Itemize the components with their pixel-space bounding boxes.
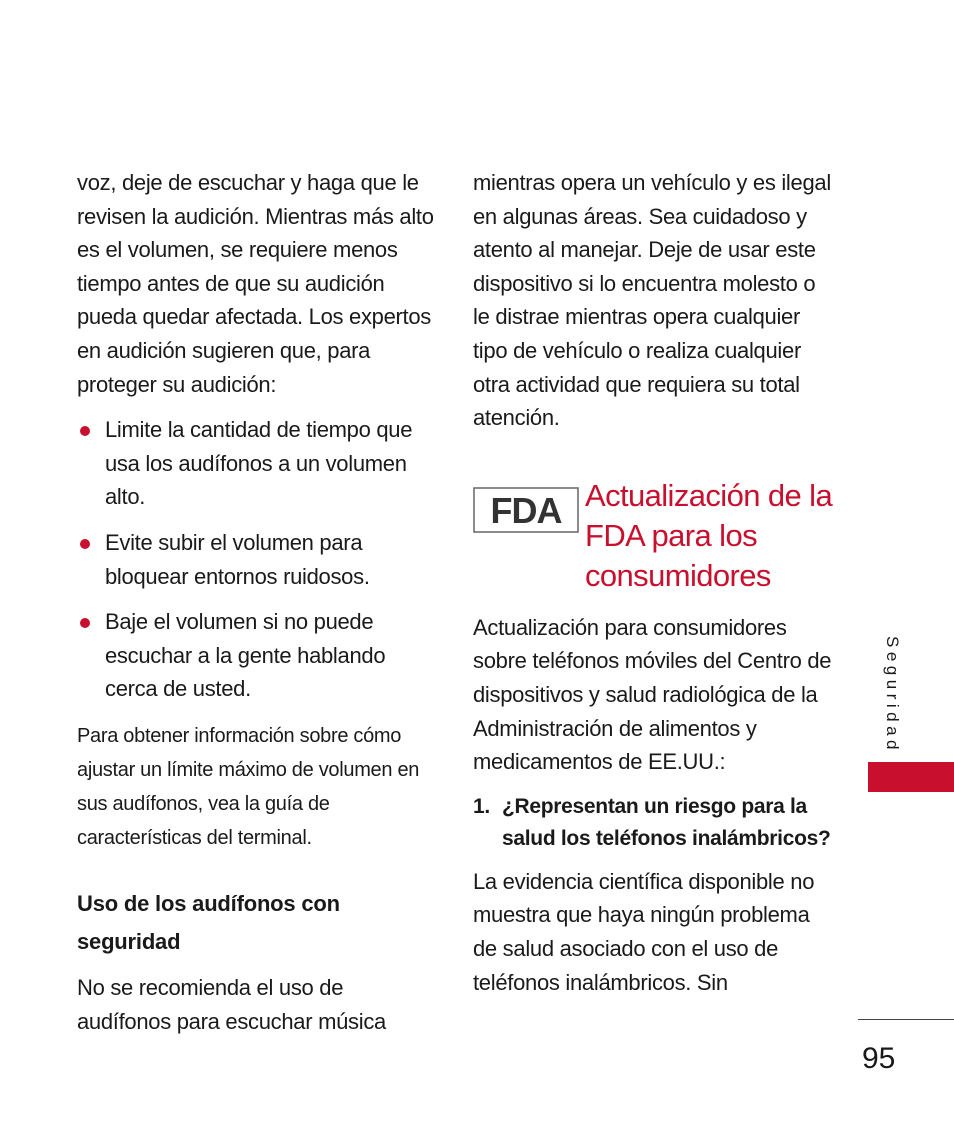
fda-heading-block — [473, 479, 833, 603]
bullet-icon — [80, 618, 90, 628]
fda-intro-paragraph: Actualización para consumidores sobre teléfonos móviles del Centro de dispositivos y salud radiológica de la Administración de alimentos y medicamentos de EE.UU.: — [473, 614, 832, 775]
left-column — [77, 166, 437, 1038]
question-number: 1. — [473, 794, 490, 818]
list-item-text: Baje el volumen si no puede escuchar a la gente hablando cerca de usted. — [105, 609, 386, 702]
bullet-icon — [80, 539, 90, 549]
subhead-paragraph: No se recomienda el uso de audífonos para escuchar música — [77, 974, 386, 1034]
list-item — [77, 413, 437, 514]
question-item — [473, 791, 833, 855]
fda-section-title: Actualización de la FDA para los consumidores — [585, 477, 833, 593]
footer-divider — [858, 1019, 954, 1020]
list-item — [77, 605, 437, 706]
bullet-icon — [80, 426, 90, 436]
intro-paragraph: voz, deje de escuchar y haga que le revisen la audición. Mientras más alto es el volumen, se requiere menos tiempo antes de que su audición pueda quedar afectada. Los expertos en audición sugieren que, para proteger su audición: — [77, 170, 434, 397]
section-heading: Uso de los audífonos con seguridad — [77, 890, 340, 954]
continued-paragraph: mientras opera un vehículo y es ilegal en algunas áreas. Sea cuidadoso y atento al manejar. Deje de usar este dispositivo si lo encuentra molesto o le distrae mientras opera cualquier tipo de vehículo o realiza cualquier otra actividad que requiera su total atención. — [473, 170, 831, 431]
fda-logo-text: FDA — [490, 489, 562, 531]
answer-paragraph: La evidencia científica disponible no muestra que haya ningún problema de salud asociado con el uso de teléfonos inalámbricos. Sin — [473, 868, 815, 995]
right-column — [473, 166, 833, 999]
recommendation-list — [77, 413, 437, 706]
fda-logo-icon — [473, 487, 579, 533]
section-tab-marker — [868, 762, 954, 792]
question-text: ¿Representan un riesgo para la salud los teléfonos inalámbricos? — [502, 794, 831, 850]
info-paragraph: Para obtener información sobre cómo ajustar un límite máximo de volumen en sus audífonos, vea la guía de características del terminal. — [77, 724, 420, 849]
page-number: 95 — [862, 1042, 896, 1075]
section-side-label: Seguridad — [883, 636, 902, 755]
list-item-text: Evite subir el volumen para bloquear entornos ruidosos. — [105, 529, 370, 589]
list-item — [77, 526, 437, 593]
list-item-text: Limite la cantidad de tiempo que usa los audífonos a un volumen alto. — [105, 417, 413, 510]
